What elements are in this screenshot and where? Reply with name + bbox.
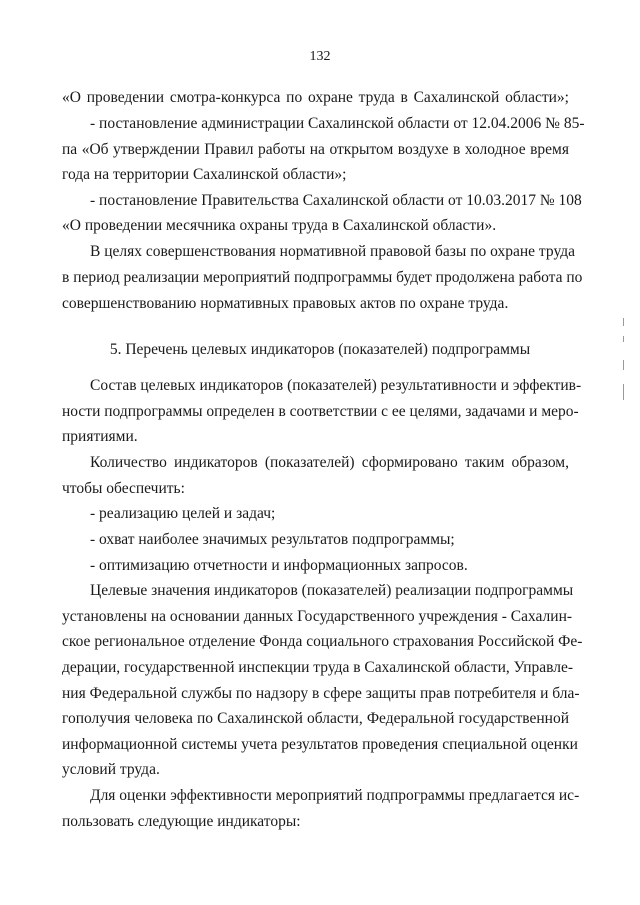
text-line: в период реализации мероприятий подпрограммы будет продолжена работа по bbox=[62, 269, 583, 286]
text-line: «О проведении месячника охраны труда в Сахалинской области». bbox=[62, 217, 497, 234]
text-line: условий труда. bbox=[62, 761, 160, 778]
scan-artifact bbox=[623, 360, 624, 370]
list-item: - охват наиболее значимых результатов подпрограммы; bbox=[90, 531, 455, 548]
text-line: - постановление администрации Сахалинской области от 12.04.2006 № 85- bbox=[90, 115, 585, 132]
text-line: установлены на основании данных Государственного учреждения - Сахалин- bbox=[62, 608, 573, 625]
text-line: па «Об утверждении Правил работы на открытом воздухе в холодное время bbox=[62, 141, 569, 158]
text-line: Целевые значения индикаторов (показателей) реализации подпрограммы bbox=[90, 582, 574, 599]
list-item: - реализацию целей и задач; bbox=[90, 505, 276, 522]
text-line: года на территории Сахалинской области»; bbox=[62, 166, 347, 183]
page-number: 132 bbox=[309, 49, 331, 64]
text-line: информационной системы учета результатов проведения специальной оценки bbox=[62, 736, 578, 753]
text-line: «О проведении смотра-конкурса по охране труда в Сахалинской области»; bbox=[62, 89, 569, 106]
scan-artifact bbox=[623, 336, 624, 342]
scan-artifact bbox=[623, 384, 624, 400]
text-line: ское региональное отделение Фонда социального страхования Российской Фе- bbox=[62, 633, 583, 650]
text-line: Состав целевых индикаторов (показателей) результативности и эффектив- bbox=[90, 377, 582, 394]
text-line: ности подпрограммы определен в соответствии с ее целями, задачами и меро- bbox=[62, 403, 579, 420]
text-line: приятиями. bbox=[62, 428, 138, 445]
list-item: - оптимизацию отчетности и информационных запросов. bbox=[90, 557, 468, 574]
text-line: дерации, государственной инспекции труда в Сахалинской области, Управле- bbox=[62, 659, 574, 676]
section-heading: 5. Перечень целевых индикаторов (показателей) подпрограммы bbox=[109, 341, 531, 358]
text-line: совершенствованию нормативных правовых актов по охране труда. bbox=[62, 295, 509, 312]
text-line: чтобы обеспечить: bbox=[62, 480, 185, 497]
text-line: гополучия человека по Сахалинской области, Федеральной государственной bbox=[62, 710, 569, 727]
scan-artifact bbox=[623, 318, 624, 326]
text-line: пользовать следующие индикаторы: bbox=[62, 813, 301, 830]
text-line: В целях совершенствования нормативной правовой базы по охране труда bbox=[90, 243, 575, 260]
text-line: - постановление Правительства Сахалинской области от 10.03.2017 № 108 bbox=[90, 192, 582, 209]
text-line: ния Федеральной службы по надзору в сфере защиты прав потребителя и бла- bbox=[62, 685, 580, 702]
text-line: Для оценки эффективности мероприятий подпрограммы предлагается ис- bbox=[90, 787, 580, 804]
text-line: Количество индикаторов (показателей) сформировано таким образом, bbox=[90, 454, 569, 471]
